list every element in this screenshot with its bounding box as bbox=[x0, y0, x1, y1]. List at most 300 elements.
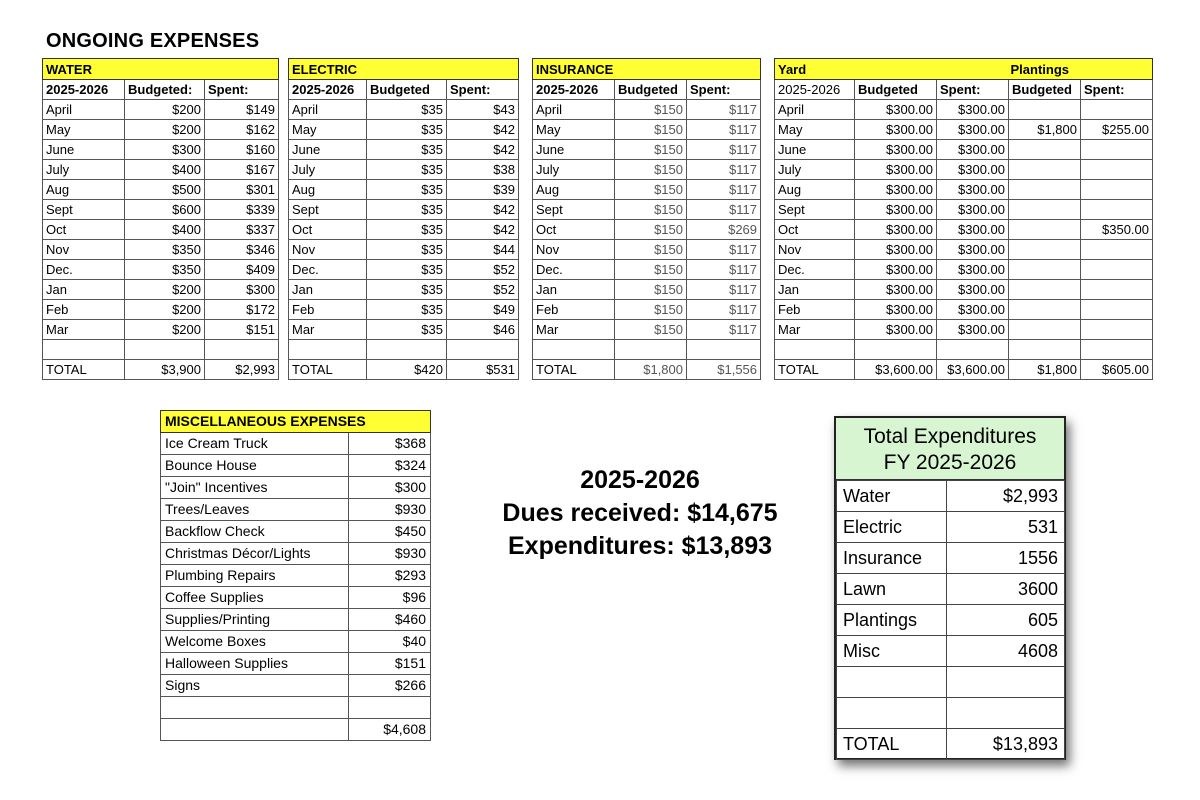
yard-total-label: TOTAL bbox=[775, 360, 855, 380]
misc-row bbox=[161, 609, 431, 631]
summary-block bbox=[480, 464, 800, 563]
plantings-budgeted bbox=[1009, 300, 1081, 320]
yard-total-budgeted: $3,600.00 bbox=[855, 360, 937, 380]
misc-total: $4,608 bbox=[349, 719, 431, 741]
electric-month: Nov bbox=[289, 240, 367, 260]
insurance-total-budgeted: $1,800 bbox=[615, 360, 687, 380]
yard-col-spent: Spent: bbox=[937, 80, 1009, 100]
insurance-row bbox=[533, 160, 761, 180]
misc-header: MISCELLANEOUS EXPENSES bbox=[161, 411, 431, 433]
electric-spent: $43 bbox=[447, 100, 519, 120]
plantings-budgeted: $1,800 bbox=[1009, 120, 1081, 140]
insurance-spent: $117 bbox=[687, 280, 761, 300]
misc-amount: $266 bbox=[349, 675, 431, 697]
electric-row bbox=[289, 300, 519, 320]
insurance-budgeted: $150 bbox=[615, 320, 687, 340]
plantings-budgeted bbox=[1009, 320, 1081, 340]
water-col-budgeted: Budgeted: bbox=[125, 80, 205, 100]
misc-row bbox=[161, 433, 431, 455]
insurance-month: April bbox=[533, 100, 615, 120]
yard-row bbox=[775, 200, 1153, 220]
misc-row bbox=[161, 675, 431, 697]
electric-budgeted: $35 bbox=[367, 120, 447, 140]
insurance-spent: $269 bbox=[687, 220, 761, 240]
misc-row bbox=[161, 565, 431, 587]
yard-month: Mar bbox=[775, 320, 855, 340]
insurance-total-label: TOTAL bbox=[533, 360, 615, 380]
totals-total-label: TOTAL bbox=[837, 729, 947, 760]
insurance-month: Nov bbox=[533, 240, 615, 260]
water-col-year: 2025-2026 bbox=[43, 80, 125, 100]
water-row bbox=[43, 160, 279, 180]
electric-spent: $46 bbox=[447, 320, 519, 340]
electric-spent: $42 bbox=[447, 220, 519, 240]
misc-row bbox=[161, 543, 431, 565]
plantings-budgeted bbox=[1009, 100, 1081, 120]
water-spent: $160 bbox=[205, 140, 279, 160]
water-spent: $149 bbox=[205, 100, 279, 120]
plantings-col-spent: Spent: bbox=[1081, 80, 1153, 100]
water-budgeted: $200 bbox=[125, 120, 205, 140]
insurance-month: Sept bbox=[533, 200, 615, 220]
water-budgeted: $200 bbox=[125, 100, 205, 120]
insurance-col-budgeted: Budgeted bbox=[615, 80, 687, 100]
misc-item: Coffee Supplies bbox=[161, 587, 349, 609]
insurance-month: Jan bbox=[533, 280, 615, 300]
electric-row bbox=[289, 120, 519, 140]
misc-amount: $96 bbox=[349, 587, 431, 609]
insurance-budgeted: $150 bbox=[615, 280, 687, 300]
electric-month: May bbox=[289, 120, 367, 140]
summary-dues: Dues received: $14,675 bbox=[502, 499, 778, 527]
insurance-spent: $117 bbox=[687, 180, 761, 200]
yard-month: Feb bbox=[775, 300, 855, 320]
electric-month: April bbox=[289, 100, 367, 120]
yard-spent: $300.00 bbox=[937, 220, 1009, 240]
totals-label: Electric bbox=[837, 512, 947, 543]
totals-label: Misc bbox=[837, 636, 947, 667]
totals-row bbox=[837, 512, 1065, 543]
electric-month: Jan bbox=[289, 280, 367, 300]
totals-row bbox=[837, 605, 1065, 636]
total-expenditures-title bbox=[836, 418, 1064, 480]
electric-total-budgeted: $420 bbox=[367, 360, 447, 380]
yard-budgeted: $300.00 bbox=[855, 220, 937, 240]
electric-month: Mar bbox=[289, 320, 367, 340]
misc-item: Ice Cream Truck bbox=[161, 433, 349, 455]
insurance-month: May bbox=[533, 120, 615, 140]
plantings-budgeted bbox=[1009, 180, 1081, 200]
misc-item: Signs bbox=[161, 675, 349, 697]
plantings-spent bbox=[1081, 140, 1153, 160]
water-row bbox=[43, 260, 279, 280]
water-row bbox=[43, 320, 279, 340]
misc-item: Halloween Supplies bbox=[161, 653, 349, 675]
insurance-month: June bbox=[533, 140, 615, 160]
electric-month: Sept bbox=[289, 200, 367, 220]
yard-spent: $300.00 bbox=[937, 180, 1009, 200]
insurance-budgeted: $150 bbox=[615, 100, 687, 120]
insurance-spent: $117 bbox=[687, 240, 761, 260]
misc-item: Bounce House bbox=[161, 455, 349, 477]
totals-row bbox=[837, 636, 1065, 667]
water-spent: $300 bbox=[205, 280, 279, 300]
yard-month: April bbox=[775, 100, 855, 120]
water-spent: $339 bbox=[205, 200, 279, 220]
insurance-budgeted: $150 bbox=[615, 300, 687, 320]
water-total-budgeted: $3,900 bbox=[125, 360, 205, 380]
yard-budgeted: $300.00 bbox=[855, 160, 937, 180]
insurance-budgeted: $150 bbox=[615, 260, 687, 280]
electric-month: Feb bbox=[289, 300, 367, 320]
totals-value: 3600 bbox=[947, 574, 1065, 605]
water-row bbox=[43, 200, 279, 220]
yard-spent: $300.00 bbox=[937, 320, 1009, 340]
water-month: Sept bbox=[43, 200, 125, 220]
water-spent: $151 bbox=[205, 320, 279, 340]
insurance-row bbox=[533, 180, 761, 200]
totals-row bbox=[837, 543, 1065, 574]
water-header: WATER bbox=[43, 59, 279, 80]
totals-title-line2: FY 2025-2026 bbox=[883, 451, 1017, 474]
water-spent: $337 bbox=[205, 220, 279, 240]
plantings-spent: $255.00 bbox=[1081, 120, 1153, 140]
electric-budgeted: $35 bbox=[367, 180, 447, 200]
insurance-row bbox=[533, 140, 761, 160]
plantings-budgeted bbox=[1009, 140, 1081, 160]
insurance-spent: $117 bbox=[687, 160, 761, 180]
yard-budgeted: $300.00 bbox=[855, 100, 937, 120]
insurance-month: Oct bbox=[533, 220, 615, 240]
water-budgeted: $300 bbox=[125, 140, 205, 160]
totals-label: Water bbox=[837, 481, 947, 512]
plantings-spent bbox=[1081, 300, 1153, 320]
yard-spent: $300.00 bbox=[937, 280, 1009, 300]
electric-spent: $49 bbox=[447, 300, 519, 320]
insurance-budgeted: $150 bbox=[615, 160, 687, 180]
electric-col-budgeted: Budgeted bbox=[367, 80, 447, 100]
electric-spent: $38 bbox=[447, 160, 519, 180]
yard-row bbox=[775, 260, 1153, 280]
water-spent: $409 bbox=[205, 260, 279, 280]
insurance-spent: $117 bbox=[687, 260, 761, 280]
yard-budgeted: $300.00 bbox=[855, 240, 937, 260]
water-spent: $172 bbox=[205, 300, 279, 320]
insurance-row bbox=[533, 220, 761, 240]
plantings-spent bbox=[1081, 100, 1153, 120]
electric-spent: $42 bbox=[447, 200, 519, 220]
misc-row bbox=[161, 499, 431, 521]
insurance-row bbox=[533, 120, 761, 140]
water-budgeted: $350 bbox=[125, 240, 205, 260]
totals-value: $2,993 bbox=[947, 481, 1065, 512]
plantings-spent bbox=[1081, 200, 1153, 220]
yard-month: Oct bbox=[775, 220, 855, 240]
yard-header: Yard bbox=[775, 59, 1009, 80]
yard-budgeted: $300.00 bbox=[855, 140, 937, 160]
yard-budgeted: $300.00 bbox=[855, 320, 937, 340]
insurance-budgeted: $150 bbox=[615, 200, 687, 220]
water-month: Jan bbox=[43, 280, 125, 300]
electric-header: ELECTRIC bbox=[289, 59, 519, 80]
electric-spent: $52 bbox=[447, 280, 519, 300]
electric-spent: $39 bbox=[447, 180, 519, 200]
electric-budgeted: $35 bbox=[367, 260, 447, 280]
misc-amount: $460 bbox=[349, 609, 431, 631]
water-table bbox=[42, 58, 279, 380]
water-spent: $167 bbox=[205, 160, 279, 180]
yard-row bbox=[775, 240, 1153, 260]
water-month: Aug bbox=[43, 180, 125, 200]
insurance-spent: $117 bbox=[687, 320, 761, 340]
yard-spent: $300.00 bbox=[937, 260, 1009, 280]
misc-row bbox=[161, 521, 431, 543]
electric-total-label: TOTAL bbox=[289, 360, 367, 380]
yard-total-spent: $3,600.00 bbox=[937, 360, 1009, 380]
yard-row bbox=[775, 100, 1153, 120]
yard-month: July bbox=[775, 160, 855, 180]
plantings-col-budgeted: Budgeted bbox=[1009, 80, 1081, 100]
insurance-spent: $117 bbox=[687, 120, 761, 140]
misc-row bbox=[161, 653, 431, 675]
yard-col-year: 2025-2026 bbox=[775, 80, 855, 100]
electric-row bbox=[289, 140, 519, 160]
insurance-total-spent: $1,556 bbox=[687, 360, 761, 380]
water-month: July bbox=[43, 160, 125, 180]
yard-spent: $300.00 bbox=[937, 100, 1009, 120]
totals-value: 4608 bbox=[947, 636, 1065, 667]
insurance-spent: $117 bbox=[687, 300, 761, 320]
water-row bbox=[43, 300, 279, 320]
insurance-col-year: 2025-2026 bbox=[533, 80, 615, 100]
misc-table bbox=[160, 410, 431, 741]
electric-row bbox=[289, 220, 519, 240]
totals-row bbox=[837, 574, 1065, 605]
electric-row bbox=[289, 320, 519, 340]
water-month: Mar bbox=[43, 320, 125, 340]
misc-amount: $40 bbox=[349, 631, 431, 653]
totals-label: Insurance bbox=[837, 543, 947, 574]
totals-value: 531 bbox=[947, 512, 1065, 543]
misc-amount: $368 bbox=[349, 433, 431, 455]
water-month: June bbox=[43, 140, 125, 160]
water-row bbox=[43, 180, 279, 200]
electric-row bbox=[289, 200, 519, 220]
plantings-budgeted bbox=[1009, 220, 1081, 240]
misc-amount: $930 bbox=[349, 499, 431, 521]
misc-item: Christmas Décor/Lights bbox=[161, 543, 349, 565]
plantings-budgeted bbox=[1009, 160, 1081, 180]
summary-expenditures: Expenditures: $13,893 bbox=[507, 532, 772, 560]
water-budgeted: $400 bbox=[125, 220, 205, 240]
insurance-budgeted: $150 bbox=[615, 140, 687, 160]
electric-budgeted: $35 bbox=[367, 140, 447, 160]
misc-item: "Join" Incentives bbox=[161, 477, 349, 499]
totals-label: Plantings bbox=[837, 605, 947, 636]
totals-label: Lawn bbox=[837, 574, 947, 605]
misc-item: Welcome Boxes bbox=[161, 631, 349, 653]
misc-amount: $450 bbox=[349, 521, 431, 543]
insurance-spent: $117 bbox=[687, 140, 761, 160]
insurance-spent: $117 bbox=[687, 200, 761, 220]
yard-row bbox=[775, 160, 1153, 180]
insurance-budgeted: $150 bbox=[615, 120, 687, 140]
insurance-row bbox=[533, 260, 761, 280]
misc-item: Plumbing Repairs bbox=[161, 565, 349, 587]
water-spent: $301 bbox=[205, 180, 279, 200]
water-row bbox=[43, 140, 279, 160]
plantings-spent bbox=[1081, 260, 1153, 280]
electric-row bbox=[289, 240, 519, 260]
yard-month: Aug bbox=[775, 180, 855, 200]
plantings-budgeted bbox=[1009, 260, 1081, 280]
yard-month: Sept bbox=[775, 200, 855, 220]
water-budgeted: $400 bbox=[125, 160, 205, 180]
insurance-header: INSURANCE bbox=[533, 59, 761, 80]
insurance-row bbox=[533, 300, 761, 320]
electric-total-spent: $531 bbox=[447, 360, 519, 380]
water-row bbox=[43, 100, 279, 120]
water-month: Feb bbox=[43, 300, 125, 320]
yard-row bbox=[775, 120, 1153, 140]
plantings-total-spent: $605.00 bbox=[1081, 360, 1153, 380]
plantings-spent bbox=[1081, 320, 1153, 340]
water-budgeted: $200 bbox=[125, 300, 205, 320]
insurance-row bbox=[533, 280, 761, 300]
plantings-budgeted bbox=[1009, 240, 1081, 260]
plantings-spent bbox=[1081, 160, 1153, 180]
electric-budgeted: $35 bbox=[367, 240, 447, 260]
yard-budgeted: $300.00 bbox=[855, 300, 937, 320]
yard-spent: $300.00 bbox=[937, 160, 1009, 180]
electric-row bbox=[289, 260, 519, 280]
yard-month: Jan bbox=[775, 280, 855, 300]
water-budgeted: $200 bbox=[125, 280, 205, 300]
electric-budgeted: $35 bbox=[367, 280, 447, 300]
yard-row bbox=[775, 220, 1153, 240]
yard-table bbox=[774, 58, 1153, 380]
electric-month: Aug bbox=[289, 180, 367, 200]
water-month: May bbox=[43, 120, 125, 140]
yard-row bbox=[775, 300, 1153, 320]
water-row bbox=[43, 120, 279, 140]
electric-budgeted: $35 bbox=[367, 200, 447, 220]
yard-month: May bbox=[775, 120, 855, 140]
yard-spent: $300.00 bbox=[937, 140, 1009, 160]
water-month: April bbox=[43, 100, 125, 120]
electric-month: Oct bbox=[289, 220, 367, 240]
insurance-month: Mar bbox=[533, 320, 615, 340]
water-total-label: TOTAL bbox=[43, 360, 125, 380]
insurance-month: Dec. bbox=[533, 260, 615, 280]
insurance-budgeted: $150 bbox=[615, 220, 687, 240]
insurance-row bbox=[533, 320, 761, 340]
plantings-spent: $350.00 bbox=[1081, 220, 1153, 240]
plantings-header: Plantings bbox=[1009, 59, 1153, 80]
misc-row bbox=[161, 631, 431, 653]
misc-item: Trees/Leaves bbox=[161, 499, 349, 521]
insurance-row bbox=[533, 200, 761, 220]
electric-spent: $44 bbox=[447, 240, 519, 260]
electric-month: June bbox=[289, 140, 367, 160]
misc-item: Backflow Check bbox=[161, 521, 349, 543]
yard-col-budgeted: Budgeted bbox=[855, 80, 937, 100]
yard-budgeted: $300.00 bbox=[855, 180, 937, 200]
insurance-month: Feb bbox=[533, 300, 615, 320]
yard-row bbox=[775, 180, 1153, 200]
electric-row bbox=[289, 180, 519, 200]
misc-amount: $930 bbox=[349, 543, 431, 565]
misc-row bbox=[161, 477, 431, 499]
yard-budgeted: $300.00 bbox=[855, 120, 937, 140]
yard-row bbox=[775, 140, 1153, 160]
plantings-spent bbox=[1081, 280, 1153, 300]
yard-spent: $300.00 bbox=[937, 240, 1009, 260]
totals-title-line1: Total Expenditures bbox=[863, 425, 1037, 448]
total-expenditures-box bbox=[834, 416, 1066, 760]
totals-value: 1556 bbox=[947, 543, 1065, 574]
water-budgeted: $500 bbox=[125, 180, 205, 200]
electric-month: Dec. bbox=[289, 260, 367, 280]
electric-budgeted: $35 bbox=[367, 100, 447, 120]
water-month: Oct bbox=[43, 220, 125, 240]
misc-row bbox=[161, 455, 431, 477]
plantings-budgeted bbox=[1009, 280, 1081, 300]
water-row bbox=[43, 220, 279, 240]
water-row bbox=[43, 280, 279, 300]
totals-row bbox=[837, 481, 1065, 512]
plantings-spent bbox=[1081, 240, 1153, 260]
totals-total-value: $13,893 bbox=[947, 729, 1065, 760]
water-row bbox=[43, 240, 279, 260]
misc-item: Supplies/Printing bbox=[161, 609, 349, 631]
electric-month: July bbox=[289, 160, 367, 180]
misc-amount: $324 bbox=[349, 455, 431, 477]
insurance-col-spent: Spent: bbox=[687, 80, 761, 100]
water-month: Dec. bbox=[43, 260, 125, 280]
plantings-spent bbox=[1081, 180, 1153, 200]
yard-budgeted: $300.00 bbox=[855, 280, 937, 300]
insurance-budgeted: $150 bbox=[615, 240, 687, 260]
electric-budgeted: $35 bbox=[367, 220, 447, 240]
electric-budgeted: $35 bbox=[367, 160, 447, 180]
yard-row bbox=[775, 280, 1153, 300]
insurance-spent: $117 bbox=[687, 100, 761, 120]
electric-row bbox=[289, 100, 519, 120]
yard-month: June bbox=[775, 140, 855, 160]
water-spent: $162 bbox=[205, 120, 279, 140]
misc-amount: $293 bbox=[349, 565, 431, 587]
water-col-spent: Spent: bbox=[205, 80, 279, 100]
water-budgeted: $600 bbox=[125, 200, 205, 220]
misc-row bbox=[161, 587, 431, 609]
yard-row bbox=[775, 320, 1153, 340]
plantings-total-budgeted: $1,800 bbox=[1009, 360, 1081, 380]
water-budgeted: $350 bbox=[125, 260, 205, 280]
yard-month: Dec. bbox=[775, 260, 855, 280]
water-spent: $346 bbox=[205, 240, 279, 260]
plantings-budgeted bbox=[1009, 200, 1081, 220]
insurance-month: Aug bbox=[533, 180, 615, 200]
electric-spent: $42 bbox=[447, 120, 519, 140]
totals-value: 605 bbox=[947, 605, 1065, 636]
electric-row bbox=[289, 280, 519, 300]
misc-amount: $300 bbox=[349, 477, 431, 499]
page-title: ONGOING EXPENSES bbox=[46, 30, 260, 52]
insurance-row bbox=[533, 240, 761, 260]
electric-col-spent: Spent: bbox=[447, 80, 519, 100]
summary-year: 2025-2026 bbox=[580, 466, 700, 494]
